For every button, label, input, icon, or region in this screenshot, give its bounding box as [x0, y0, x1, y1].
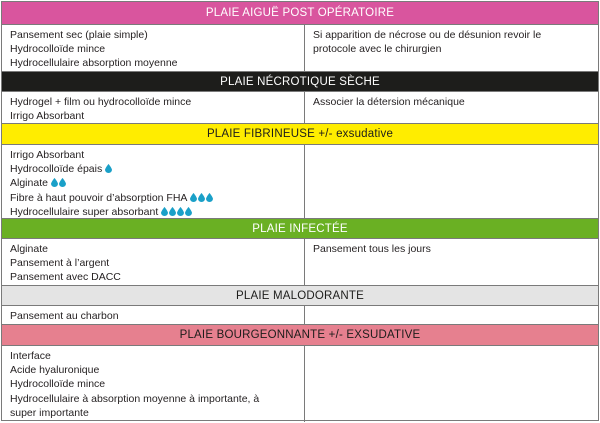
- recommendation-cell: [305, 306, 598, 324]
- cell-line: [10, 109, 296, 123]
- cell-text: Interface: [10, 350, 51, 362]
- dressing-list-cell: [2, 25, 305, 71]
- section-row: [2, 346, 598, 422]
- cell-line: [10, 56, 296, 70]
- cell-text: Acide hyaluronique: [10, 364, 100, 377]
- section-header: PLAIE FIBRINEUSE +/- exsudative: [2, 124, 598, 145]
- section-header: PLAIE MALODORANTE: [2, 286, 598, 306]
- water-drop-icon: [51, 178, 58, 187]
- cell-text: Hydrocolloïde mince: [10, 378, 106, 391]
- cell-text: Si apparition de nécrose ou de désunion revoir le: [313, 29, 542, 41]
- cell-line: [313, 242, 590, 256]
- cell-text: Pansement sec (plaie simple): [10, 29, 148, 41]
- cell-line: [10, 162, 296, 176]
- cell-text: Irrigo Absorbant: [10, 149, 85, 161]
- cell-line: [10, 191, 296, 205]
- absorption-level-drops: [105, 164, 112, 173]
- absorption-level-drops: [161, 207, 192, 216]
- cell-text: Fibre à haut pouvoir d’absorption FHA: [10, 191, 188, 204]
- cell-line: [10, 406, 296, 420]
- cell-line: [10, 270, 296, 284]
- cell-line: [10, 28, 296, 42]
- cell-line: [10, 95, 296, 109]
- recommendation-cell: [305, 25, 598, 71]
- cell-line: [10, 148, 296, 162]
- cell-line: [10, 242, 296, 256]
- cell-text: Irrigo Absorbant: [10, 110, 85, 123]
- water-drop-icon: [169, 207, 176, 216]
- recommendation-cell: [305, 239, 598, 285]
- cell-text: super importante: [10, 406, 89, 419]
- cell-line: [10, 349, 296, 363]
- cell-text: Pansement avec DACC: [10, 271, 121, 284]
- recommendation-cell: [305, 145, 598, 218]
- dressing-list-cell: [2, 145, 305, 218]
- cell-text: Pansement à l’argent: [10, 257, 110, 270]
- section-header: PLAIE BOURGEONNANTE +/- EXSUDATIVE: [2, 325, 598, 346]
- water-drop-icon: [185, 207, 192, 216]
- cell-text: Hydrogel + film ou hydrocolloïde mince: [10, 96, 192, 108]
- cell-text: Alginate: [10, 243, 48, 255]
- cell-text: Hydrocellulaire à absorption moyenne à importante, à: [10, 392, 260, 405]
- cell-text: protocole avec le chirurgien: [313, 43, 442, 56]
- water-drop-icon: [105, 164, 112, 173]
- wound-care-table: [1, 1, 599, 421]
- dressing-list-cell: [2, 306, 305, 324]
- section-row: [2, 145, 598, 219]
- cell-text: Alginate: [10, 177, 48, 190]
- cell-line: [313, 28, 590, 42]
- water-drop-icon: [206, 193, 213, 202]
- absorption-level-drops: [51, 178, 66, 187]
- section-header: PLAIE AIGUË POST OPÉRATOIRE: [2, 2, 598, 25]
- water-drop-icon: [161, 207, 168, 216]
- cell-text: Pansement tous les jours: [313, 243, 431, 255]
- section-header: PLAIE INFECTÉE: [2, 219, 598, 239]
- section-row: [2, 25, 598, 72]
- cell-line: [10, 377, 296, 391]
- cell-line: [10, 256, 296, 270]
- section-header: PLAIE NÉCROTIQUE SÈCHE: [2, 72, 598, 92]
- water-drop-icon: [177, 207, 184, 216]
- cell-text: Pansement au charbon: [10, 310, 119, 322]
- dressing-list-cell: [2, 92, 305, 123]
- water-drop-icon: [59, 178, 66, 187]
- absorption-level-drops: [190, 193, 213, 202]
- water-drop-icon: [198, 193, 205, 202]
- water-drop-icon: [190, 193, 197, 202]
- section-row: [2, 306, 598, 325]
- cell-text: Hydrocolloïde épais: [10, 163, 103, 176]
- cell-line: [10, 176, 296, 190]
- cell-text: Hydrocellulaire absorption moyenne: [10, 57, 178, 70]
- cell-text: Associer la détersion mécanique: [313, 96, 465, 108]
- cell-text: Hydrocellulaire super absorbant: [10, 205, 159, 218]
- recommendation-cell: [305, 346, 598, 422]
- cell-line: [10, 205, 296, 219]
- cell-line: [10, 309, 296, 323]
- cell-line: [313, 95, 590, 109]
- section-row: [2, 239, 598, 286]
- recommendation-cell: [305, 92, 598, 123]
- dressing-list-cell: [2, 239, 305, 285]
- cell-line: [313, 42, 590, 56]
- cell-text: Hydrocolloïde mince: [10, 43, 106, 56]
- dressing-list-cell: [2, 346, 305, 422]
- cell-line: [10, 363, 296, 377]
- cell-line: [10, 392, 296, 406]
- cell-line: [10, 42, 296, 56]
- section-row: [2, 92, 598, 124]
